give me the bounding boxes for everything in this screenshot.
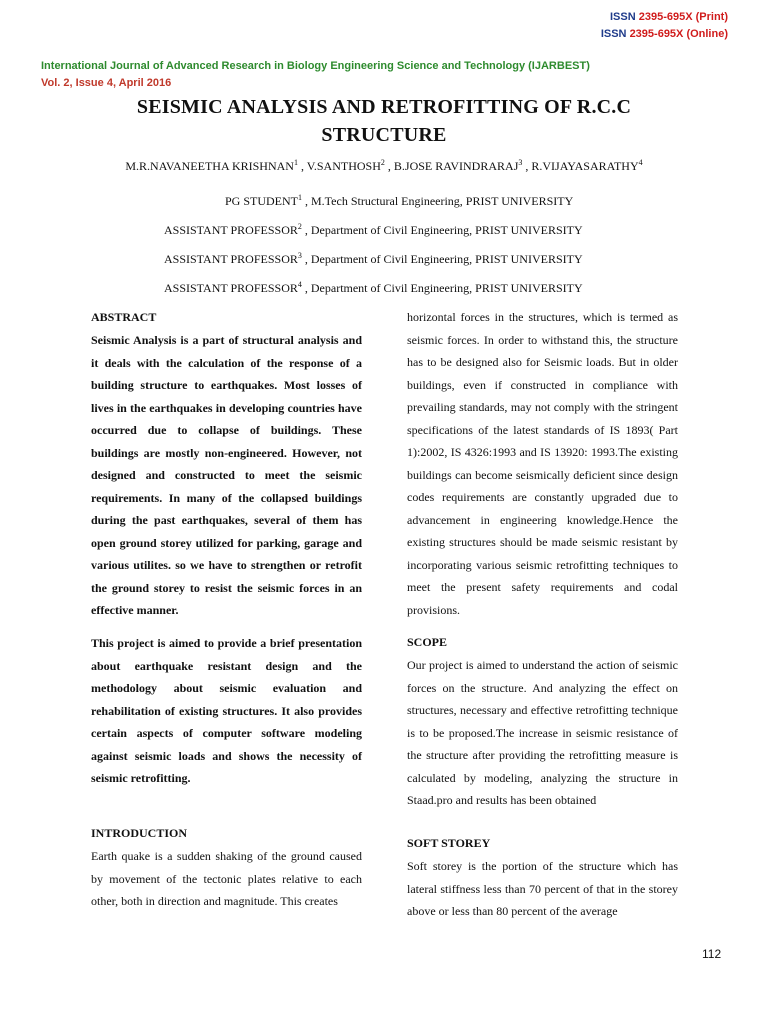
soft-storey-paragraph: [407, 855, 678, 923]
author-sup: 2: [380, 158, 385, 167]
issn-print-value: 2395-695X (Print): [638, 11, 728, 23]
soft-storey-heading: SOFT STOREY: [407, 836, 491, 850]
affiliation-text: , Department of Civil Engineering, PRIST UNIVERSITY: [301, 223, 583, 237]
author-sup: 1: [293, 158, 298, 167]
issn-online-label: ISSN: [600, 28, 627, 40]
issn-print: [610, 11, 728, 23]
abstract-text: This project is aimed to provide a brief presentation about earthquake resistant design and the methodology about seismic evaluation and rehabilitation of existing structures. It also provides certain aspects of computer software modeling against seismic loads and shows the necessity of seismic retrofitting.: [91, 636, 362, 785]
affiliation: [164, 280, 583, 296]
page-number: 112: [702, 947, 722, 961]
abstract-paragraph-1: [91, 329, 362, 622]
affiliation-role: PG STUDENT: [225, 194, 299, 208]
affiliation-text: , Department of Civil Engineering, PRIST UNIVERSITY: [301, 281, 583, 295]
author-sup: 4: [638, 158, 643, 167]
affiliation-role: ASSISTANT PROFESSOR: [164, 281, 298, 295]
affiliation: [164, 251, 583, 267]
affiliation-role: ASSISTANT PROFESSOR: [164, 223, 298, 237]
author-name: R.VIJAYASARATHY: [531, 159, 639, 173]
issn-online: [601, 28, 728, 40]
affiliation-sup: 1: [298, 193, 303, 202]
paper-title-line1: SEISMIC ANALYSIS AND RETROFITTING OF R.C.C: [136, 96, 632, 118]
scope-paragraph: [407, 654, 678, 812]
affiliation: [225, 193, 573, 209]
introduction-paragraph: [91, 845, 362, 913]
introduction-heading: INTRODUCTION: [91, 826, 188, 840]
affiliation-text: , Department of Civil Engineering, PRIST UNIVERSITY: [301, 252, 583, 266]
scope-text: Our project is aimed to understand the action of seismic forces on the structure. And analyzing the effect on structures, necessary and effective retrofitting technique is to be proposed.The increase in seismic resistance of the structure after providing the retrofitting measure is calculated by modeling, analyzing the structure in Staad.pro and results has been obtained: [407, 658, 678, 807]
affiliation: [164, 222, 583, 238]
affiliation-sup: 3: [297, 251, 302, 260]
affiliation-text: , M.Tech Structural Engineering, PRIST UNIVERSITY: [302, 194, 574, 208]
affiliation-role: ASSISTANT PROFESSOR: [164, 252, 298, 266]
affiliation-sup: 4: [297, 280, 302, 289]
author-name: V.SANTHOSH: [306, 159, 381, 173]
paper-title: [90, 93, 678, 149]
affiliation-sup: 2: [297, 222, 302, 231]
body-text: horizontal forces in the structures, which is termed as seismic forces. In order to withstand this, the structure has to be designed also for Seismic loads. But in older buildings, even if constructed in compliance with prevailing standards, may not comply with the stringent specifications of the latest standards of IS 1893( Part 1):2002, IS 4326:1993 and IS 13920: 1993.The existing buildings can become seismically deficient since design codes requirements are constantly upgraded due to advancement in engineering knowledge.Hence the existing structures should be made seismic resistant by incorporating various seismic retrofitting techniques to meet the present safety requirements and codal provisions.: [407, 310, 678, 617]
soft-storey-text: Soft storey is the portion of the structure which has lateral stiffness less than 70 percent of that in the storey above or less than 80 percent of the average: [407, 859, 678, 918]
body-paragraph: [407, 306, 678, 621]
abstract-heading: ABSTRACT: [91, 310, 157, 324]
issn-online-value: 2395-695X (Online): [629, 28, 728, 40]
abstract-text: Seismic Analysis is a part of structural analysis and it deals with the calculation of the response of a building structure to earthquakes. Most losses of lives in the earthquakes in developing countries have occurred due to collapse of buildings. These buildings are mostly non-engineered. However, not designed and constructed to meet the seismic requirements. In many of the collapsed buildings during the past earthquakes, several of them has open ground storey utilized for parking, garage and various utilites. so we have to strengthen or retrofit the ground storey to resist the seismic forces in an effective manner.: [91, 333, 362, 617]
abstract-paragraph-2: [91, 632, 362, 790]
author-sup: 3: [518, 158, 523, 167]
author-list: M.R.NAVANEETHA KRISHNAN$^1$ , V.SANTHOSH$^2$ , B.JOSE RAVINDRARAJ$^3$ , R.VIJAYASARATHY$^4$: [125, 158, 643, 173]
scope-heading: SCOPE: [407, 635, 448, 649]
journal-volume: Vol. 2, Issue 4, April 2016: [41, 77, 172, 89]
author-name: M.R.NAVANEETHA KRISHNAN: [125, 159, 294, 173]
issn-print-label: ISSN: [609, 11, 636, 23]
introduction-text: Earth quake is a sudden shaking of the ground caused by movement of the tectonic plates relative to each other, both in direction and magnitude. This creates: [91, 849, 362, 908]
author-name: B.JOSE RAVINDRARAJ: [393, 159, 519, 173]
paper-title-line2: STRUCTURE: [321, 124, 447, 146]
journal-name: International Journal of Advanced Research in Biology Engineering Science and Technology (IJARBEST): [41, 60, 590, 72]
